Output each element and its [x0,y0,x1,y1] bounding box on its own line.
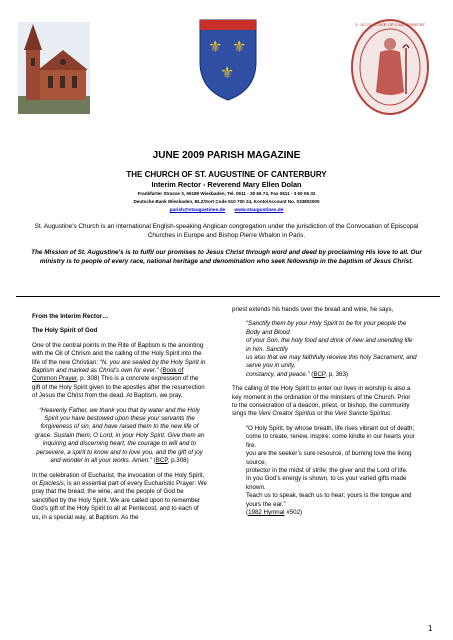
right-column [232,306,417,517]
baptism-paragraph: One of the central points in the Rite of Baptism is the anointing with the Oil of Chrism and the calling of the Holy Spirit into the life of the new Christian: “N, you are sealed by the Holy Spirit in Baptism and marked as Christ’s own for ever.” (Book of Common Prayer, p. 308) This is a concrete expression of the gift of the Holy Spirit given to the apostles after the resurrection of Jesus the Christ from the dead. At Baptism, we pray, [32,341,206,400]
seal-lettering: S. AUGUSTINE OF CANTERBURY [355,22,425,27]
left-column [32,313,207,522]
bcp-reference-link[interactable]: BCP [313,370,326,378]
article-title: The Holy Spirit of God [32,327,98,335]
baptism-prayer: “Heavenly Father, we thank you that by water and the Holy Spirit you have bestowed upon these your servants the forgiveness of sin, and have raised them to the new life of grace. Sustain them, O Lord, in your Holy Spirit. Give them an inquiring and discerning heart, the courage to will and to persevere, a spirit to know and to love you, and the gift of joy and wonder in all your works. Amen.” (BCP, p.308) [34,406,205,465]
eucharist-prayer: “Sanctify them by your Holy Spirit to be for your people the Body and Blood of your Son, the holy food and drink of new and unending life in him. Sanctify us also that we may faithfully receive this holy Sacrament, and serve you in unity, constancy, and peace.” (BCP, p. 363) [246,320,417,378]
website-link[interactable]: www.staugustines.de [234,208,284,213]
bcp-reference-link[interactable]: BCP [155,457,168,465]
svg-text:⚜: ⚜ [220,63,235,82]
hymn-verse: “O Holy Spirit, by whose breath, life rises vibrant out of death; come to create, renew, inspire; come kindle in our hearts your fire. you are the seeker’s sure resource, of burning love the living source, protector in the midst of strife; the giver and the Lord of life. In you God’s energy is shown, to us your varied gifts made known. Teach us to speak, teach us to hear; yours is the tongue and yours the ear.” (1982 Hymnal #502) [246,424,415,516]
intro-paragraph: St. Augustine's Church is an international English-speaking Anglican congregation under the jurisdiction of the Convocation of Episcopal Churches in Europe and Bishop Pierre Whalon in Paris. [34,223,419,239]
mission-statement: The Mission of St. Augustine's is to fulfil our promises to Jesus Christ through word and deed by proclaiming His love to all. Our ministry is to people of every race, national heritage and denomination who seek fellowship in the baptism of Jesus Christ. [31,249,422,265]
hymnal-reference-link[interactable]: 1982 Hymnal [248,508,285,516]
church-name: THE CHURCH OF ST. AUGUSTINE OF CANTERBURY [126,170,327,179]
page-number: 1 [428,624,433,633]
church-address: Frankfurter Strasse 3, 65189 Wiesbaden, Tel. 0611 - 30 66 74, Fax 0611 - 3 60 06 32 [137,191,316,196]
priest-paragraph: priest extends his hands over the bread and wine, he says, [232,306,394,313]
section-title: From the Interim Rector… [32,313,109,320]
email-link[interactable]: parish@staugustines.de [169,208,226,213]
magazine-title: JUNE 2009 PARISH MAGAZINE [152,150,301,161]
contact-links [0,208,453,213]
ordination-paragraph: The calling of the Holy Spirit to enter our lives in worship is also a key moment in the ordination of the ministers of the Church. Prior to the consecration of a deacon, priest, or bishop, the community sings the Veni Creator Spiritus or the Veni Sancte Spiritus: [232,385,411,418]
church-photo [18,22,90,114]
bank-details: Deutsche Bank Wiesbaden, BLZ/Sort Code 510 700 24, Konto/Account No. 033802000 [133,199,320,204]
canterbury-seal [350,18,430,116]
svg-text:⚜: ⚜ [208,37,223,56]
interim-rector: Interim Rector - Reverend Mary Ellen Dolan [151,180,302,189]
eucharist-paragraph: In the celebration of Eucharist, the invocation of the Holy Spirit, or Epiclesis, is an essential part of every Eucharistic Prayer: We pray that the bread, the wine, and the people of God be sanctified by the Holy Spirit. We are called upon to remember God’s gift of the Holy Spirit to all at Pentecost, and to each of us, in a special way, at Baptism. As the [32,471,207,521]
bcp-reference-link[interactable]: Book of Common Prayer [32,367,184,383]
svg-text:⚜: ⚜ [232,37,247,56]
divider-line [16,296,440,297]
diocese-shield-logo [196,16,260,102]
